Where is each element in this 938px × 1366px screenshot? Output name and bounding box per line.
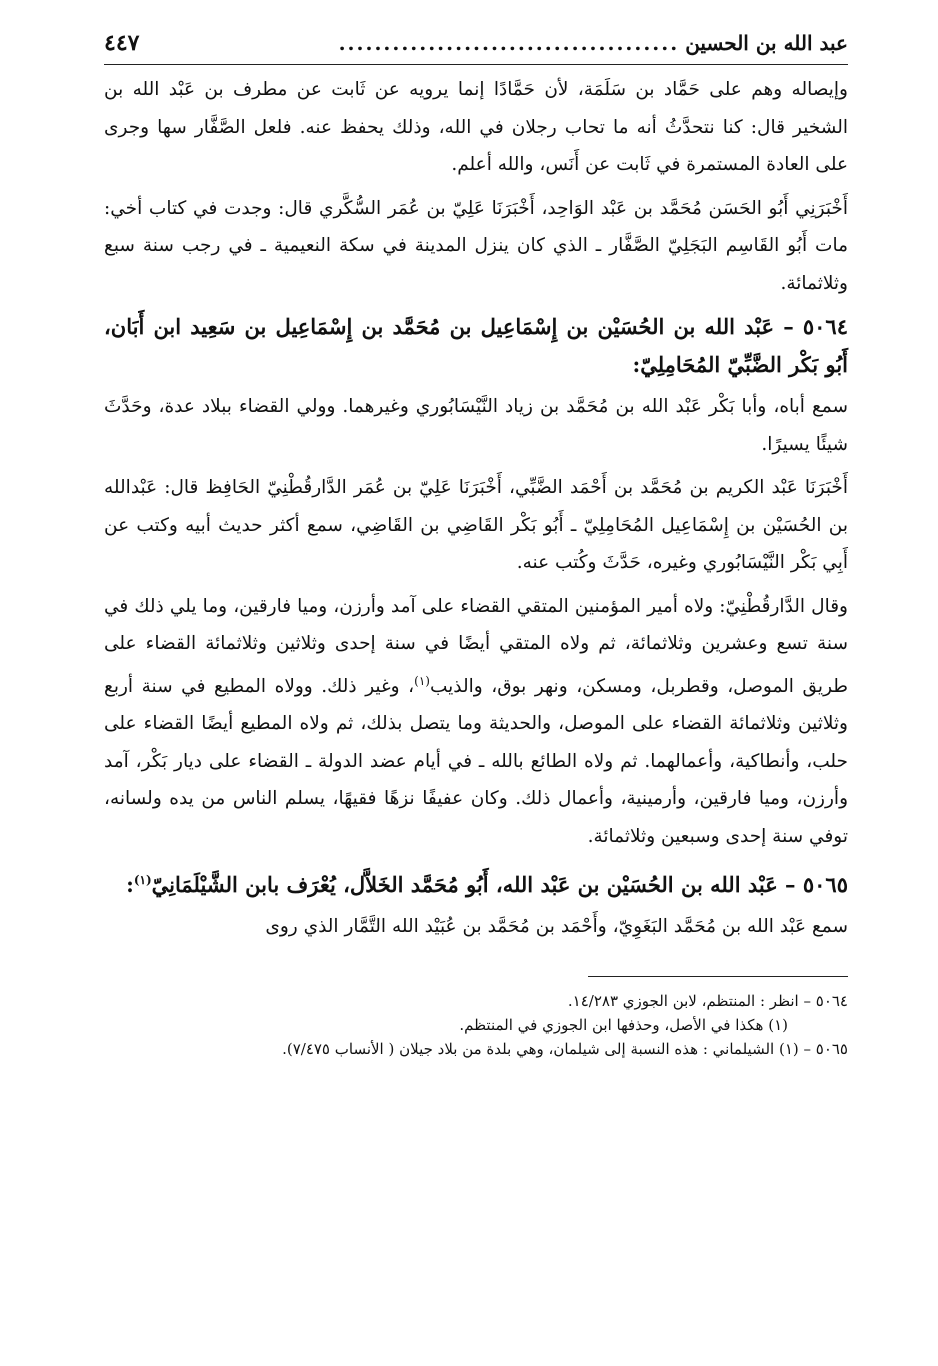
entry-heading-colon: :	[126, 872, 134, 898]
footnotes	[104, 989, 848, 1061]
entry-text: وقال الدَّارقُطْنِيّ: ولاه أمير المؤمنين المتقي القضاء على آمد وأرزن، وميا فارقين، وما يلي ذلك في سنة تسع وعشرين وثلاثمائة، ثم ولاه المتقي أيضًا في سنة إحدى وثلاثين وثلاثمائة القضاء على طريق الموصل، وقطربل، ومسكن، ونهر بوق، والذيب	[104, 595, 848, 697]
biography-entry-5064	[104, 308, 848, 855]
biography-entry-5065	[104, 861, 848, 946]
footnote: (١) هكذا في الأصل، وحذفها ابن الجوزي في المنتظم.	[459, 1015, 788, 1034]
footnote: ٥٠٦٥ – (١) الشيلماني : هذه النسبة إلى شيلمان، وهي بلدة من بلاد جيلان ( الأنساب ٧/٤٧٥).	[282, 1039, 848, 1058]
header-leader-dots: ......................................	[338, 31, 680, 55]
entry-text: ، وغير ذلك. وولاه المطيع في سنة أربع وثلاثين وثلاثمائة القضاء على الموصل، والحديثة وما يتصل بذلك، ثم ولاه المطيع أيضًا القضاء على حلب، وأنطاكية، وأعمالهما. ثم ولاه الطائع بالله ـ في أيام عضد الدولة ـ القضاء على ديار بَكْر، آمد وأرزن، وميا فارقين، وأرمينية، وأعمال ذلك. وكان عفيفًا نزهًا فقيهًا، يسلم الناس من يده ولسانه، توفي سنة إحدى وسبعين وثلاثمائة.	[104, 675, 848, 847]
footnote-marker: (١)	[133, 873, 152, 888]
page-number: ٤٤٧	[104, 30, 140, 56]
footnote: ٥٠٦٤ – انظر : المنتظم، لابن الجوزي ١٤/٢٨٣.	[567, 991, 848, 1010]
entry-paragraph: سمع عَبْد الله بن مُحَمَّد البَغَوِيّ، وأَحْمَد بن مُحَمَّد بن عُبَيْد الله التَّمَّار الذي روى	[265, 916, 848, 938]
page-body	[104, 71, 848, 946]
paragraph-narration: أَخْبَرَنِي أَبُو الحَسَن مُحَمَّد بن عَبْد الوَاحِد، أَخْبَرَنَا عَلِيّ بن عُمَر السُّكَّري قال: وجدت في كتاب أخي: مات أَبُو القَاسِم البَجَلِيّ الصَّفَّار ـ الذي كان ينزل المدينة في سكة النعيمية ـ في رجب سنة سبع وثلاثمائة.	[104, 197, 848, 294]
entry-heading: ٥٠٦٤ – عَبْد الله بن الحُسَيْن بن إِسْمَاعِيل بن مُحَمَّد بن إِسْمَاعِيل بن سَعِيد ابن أَبَان، أَبُو بَكْر الضَّبِّيّ المُحَامِلِيّ:	[104, 314, 848, 377]
running-header	[104, 30, 848, 65]
entry-paragraph: أَخْبَرَنَا عَبْد الكريم بن مُحَمَّد بن أَحْمَد الضَّبِّي، أَخْبَرَنَا عَلِيّ بن عُمَر الدَّارقُطْنِيّ الحَافِظ قال: عَبْدالله بن الحُسَيْن بن إِسْمَاعِيل المُحَامِلِيّ ـ أَبُو بَكْر القَاضِي بن القَاضِي، سمع أكثر حديث أبيه وكتب عن أَبِي بَكْر النَّيْسَابُوري وغيره، حَدَّثَ وكُتب عنه.	[104, 477, 848, 573]
footnote-separator	[588, 976, 848, 977]
entry-paragraph	[104, 588, 848, 856]
header-title: عبد الله بن الحسين	[685, 31, 848, 55]
entry-paragraph: سمع أباه، وأبا بَكْر عَبْد الله بن مُحَمَّد بن زياد النَّيْسَابُوري وغيرهما. وولي القضاء ببلاد عدة، وحَدَّثَ شيئًا يسيرًا.	[104, 396, 848, 455]
paragraph-continuation: وإيصاله وهم على حَمَّاد بن سَلَمَة، لأن حَمَّادًا إنما يرويه عن ثَابت عن مطرف بن عَبْد الله بن الشخير قال: كنا نتحدَّثُ أنه ما تحاب رجلان في الله، وذلك يحفظ عنه. فلعل الصَّفَّار سها وجرى على العادة المستمرة في ثَابت عن أَنَس، والله أعلم.	[104, 79, 848, 175]
entry-heading	[104, 861, 848, 904]
entry-heading-text: ٥٠٦٥ – عَبْد الله بن الحُسَيْن بن عَبْد الله، أَبُو مُحَمَّد الخَلاَّل، يُعْرَف بابن الشَّيْلَمَانِيّ	[151, 872, 848, 898]
footnote-marker: (١)	[414, 673, 430, 688]
